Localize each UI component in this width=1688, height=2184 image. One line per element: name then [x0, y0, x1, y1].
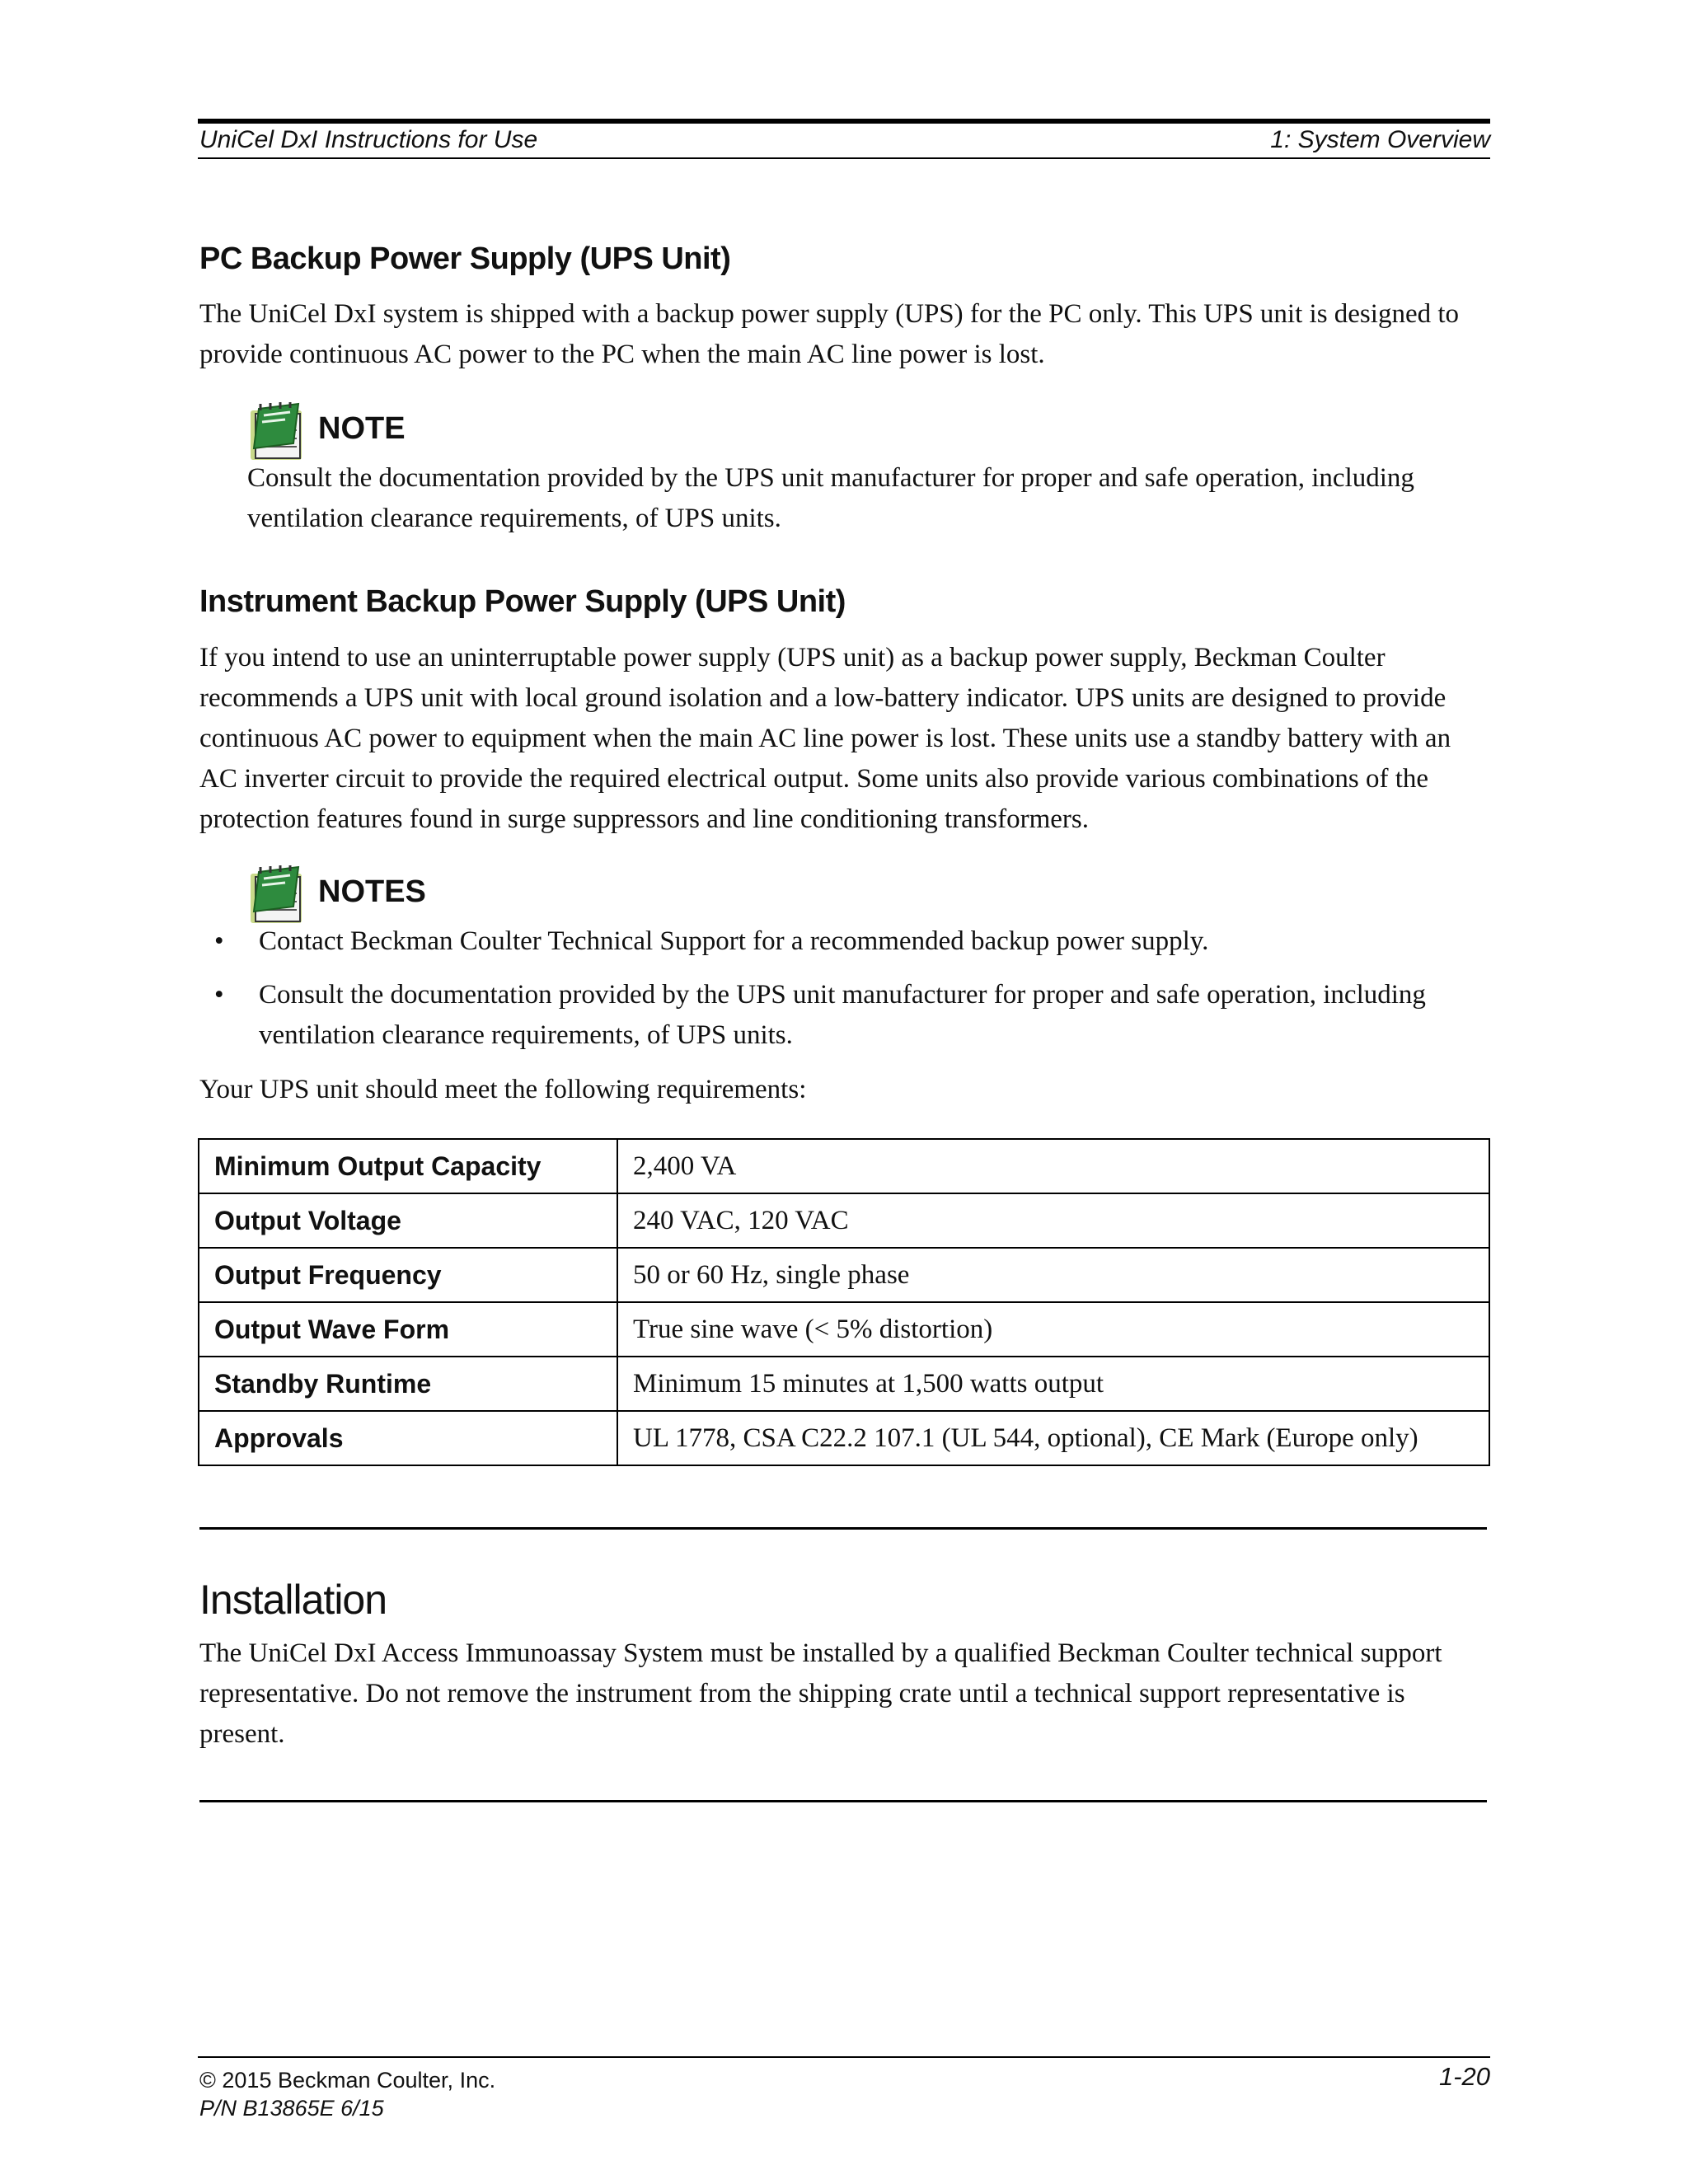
section-heading-installation: Installation	[199, 1577, 387, 1623]
table-row	[199, 1357, 1489, 1411]
installation-paragraph: The UniCel DxI Access Immunoassay System must be installed by a qualified Beckman Coulter technical support representative. Do not remove the instrument from the shipping crate until a technical support representative is present.	[199, 1638, 1442, 1749]
note-title: NOTE	[318, 411, 406, 446]
header-document-title: UniCel DxI Instructions for Use	[199, 126, 538, 153]
requirements-table	[198, 1138, 1490, 1466]
requirement-label: Output Voltage	[199, 1193, 617, 1248]
pc-ups-paragraph: The UniCel DxI system is shipped with a backup power supply (UPS) for the PC only. This UPS unit is designed to provide continuous AC power to the PC when the main AC line power is lost.	[199, 299, 1460, 369]
table-row	[199, 1193, 1489, 1248]
table-row	[199, 1248, 1489, 1302]
requirement-label: Standby Runtime	[199, 1357, 617, 1411]
document-page	[198, 0, 1490, 2184]
requirement-value: 50 or 60 Hz, single phase	[617, 1248, 1489, 1302]
requirement-label: Minimum Output Capacity	[199, 1139, 617, 1193]
footer-rule	[198, 2056, 1490, 2058]
list-item	[198, 975, 1492, 1056]
running-header	[198, 124, 1490, 157]
notepad-icon	[247, 402, 307, 462]
copyright-notice: © 2015 Beckman Coulter, Inc.	[199, 2068, 496, 2093]
section-divider	[199, 1527, 1487, 1530]
page-number: 1-20	[1438, 2062, 1490, 2091]
notes-item-1: Contact Beckman Coulter Technical Support for a recommended backup power supply.	[259, 926, 1209, 956]
header-chapter-title: 1: System Overview	[1270, 126, 1490, 153]
notes-title: NOTES	[318, 874, 426, 909]
requirements-intro: Your UPS unit should meet the following requirements:	[199, 1075, 807, 1104]
section-heading-instrument-ups: Instrument Backup Power Supply (UPS Unit)	[199, 584, 846, 619]
requirement-value: 240 VAC, 120 VAC	[617, 1193, 1489, 1248]
part-number: P/N B13865E 6/15	[199, 2096, 384, 2121]
section-heading-pc-ups: PC Backup Power Supply (UPS Unit)	[199, 241, 731, 276]
requirement-value: True sine wave (< 5% distortion)	[617, 1302, 1489, 1357]
requirement-label: Approvals	[199, 1411, 617, 1465]
notes-callout	[247, 865, 1492, 1069]
requirement-value: 2,400 VA	[617, 1139, 1489, 1193]
requirement-label: Output Frequency	[199, 1248, 617, 1302]
notepad-icon	[247, 865, 307, 925]
note-text: Consult the documentation provided by the UPS unit manufacturer for proper and safe operation, including ventilation clearance requirements, of UPS units.	[247, 463, 1414, 533]
note-callout	[247, 402, 1492, 539]
instrument-ups-paragraph: If you intend to use an uninterruptable power supply (UPS unit) as a backup power supply, Beckman Coulter recommends a UPS unit with local ground isolation and a low-battery indicator. UPS units are designed to provide continuous AC power to equipment when the main AC line power is lost. These units use a standby battery with an AC inverter circuit to provide the required electrical output. Some units also provide various combinations of the protection features found in surge suppressors and line conditioning transformers.	[199, 643, 1451, 834]
notes-list	[198, 921, 1492, 1056]
table-row	[199, 1411, 1489, 1465]
requirement-value: UL 1778, CSA C22.2 107.1 (UL 544, optional), CE Mark (Europe only)	[617, 1411, 1489, 1465]
header-underline	[198, 157, 1490, 159]
notes-item-2: Consult the documentation provided by the UPS unit manufacturer for proper and safe operation, including ventilation clearance requirements, of UPS units.	[259, 980, 1426, 1050]
requirement-label: Output Wave Form	[199, 1302, 617, 1357]
list-item	[198, 921, 1492, 962]
table-row	[199, 1302, 1489, 1357]
requirement-value: Minimum 15 minutes at 1,500 watts output	[617, 1357, 1489, 1411]
section-divider	[199, 1800, 1487, 1802]
table-row	[199, 1139, 1489, 1193]
